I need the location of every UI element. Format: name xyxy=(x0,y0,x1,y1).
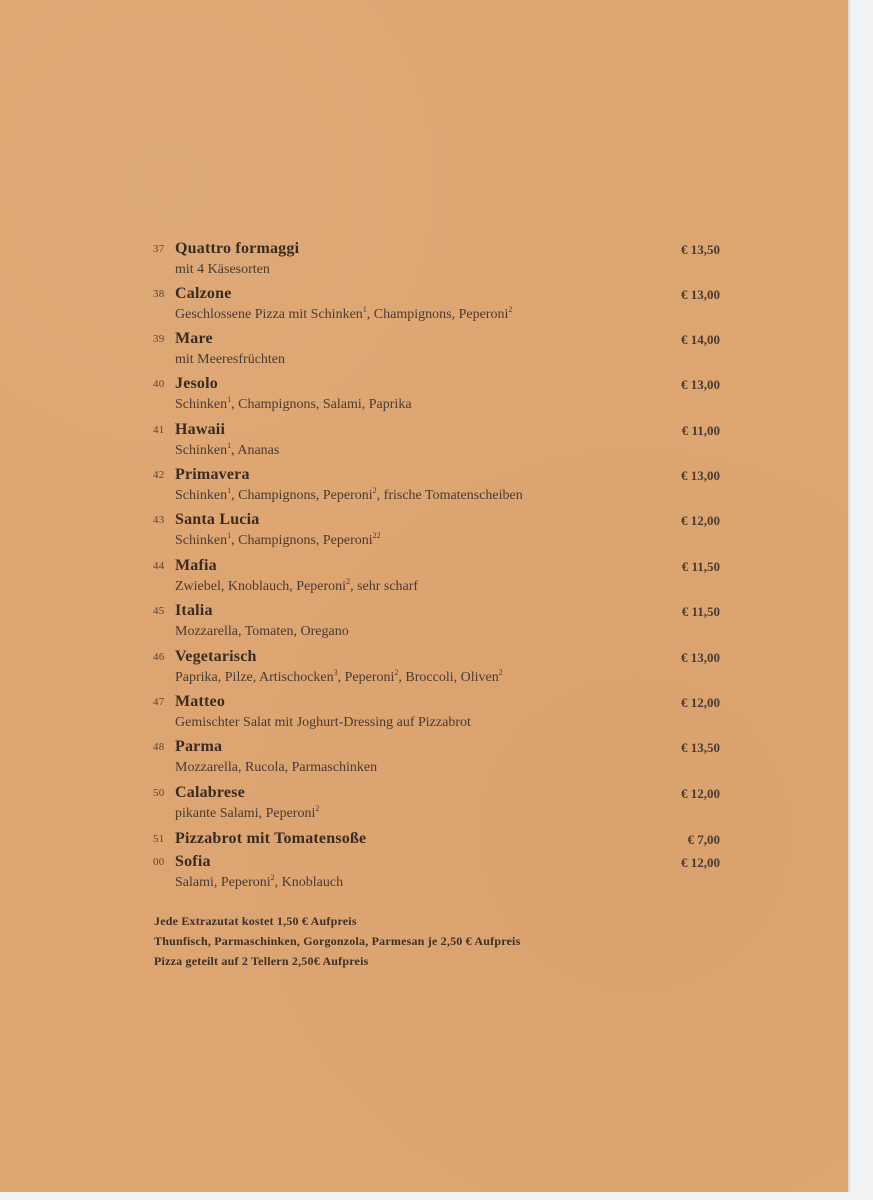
footnote-marker: 2 xyxy=(315,804,320,813)
item-price: € 13,50 xyxy=(681,740,720,755)
item-description: Schinken$^1$, Ananas xyxy=(175,441,280,458)
item-name: Hawaii xyxy=(175,421,226,438)
footnote-marker: 1 xyxy=(227,486,232,495)
item-price: € 11,50 xyxy=(681,559,720,574)
item-name: Calzone xyxy=(175,285,232,302)
item-description: Mozzarella, Rucola, Parmaschinken xyxy=(175,760,378,775)
item-description: Mozzarella, Tomaten, Oregano xyxy=(175,624,349,639)
item-description: mit 4 Käsesorten xyxy=(175,262,270,277)
item-number: 50 xyxy=(153,787,165,799)
item-description: Paprika, Pilze, Artischocken$^3$, Peperoni$^2$, Broccoli, Oliven$^2$ xyxy=(175,668,503,685)
footnote-marker: 1 xyxy=(227,441,232,450)
item-description: Schinken$^1$, Champignons, Peperoni$^2$, frische Tomatenscheiben xyxy=(175,486,523,503)
footer-extra-topping: Jede Extrazutat kostet 1,50 € Aufpreis xyxy=(154,914,357,928)
item-number: 47 xyxy=(153,696,165,708)
footnote-marker: 22 xyxy=(372,531,381,540)
footnote-marker: 1 xyxy=(227,531,232,540)
item-description: Schinken$^1$, Champignons, Salami, Paprika xyxy=(175,395,412,412)
sheet-edge xyxy=(848,0,850,1192)
item-price: € 11,00 xyxy=(681,423,720,438)
item-name: Matteo xyxy=(175,693,226,710)
item-description: Gemischter Salat mit Joghurt-Dressing auf Pizzabrot xyxy=(175,715,471,730)
item-description: Schinken$^1$, Champignons, Peperoni$^{22}$ xyxy=(175,531,381,548)
item-price: € 11,50 xyxy=(681,604,720,619)
item-price: € 14,00 xyxy=(681,332,720,347)
item-price: € 13,50 xyxy=(681,242,720,257)
item-number: 41 xyxy=(153,424,165,436)
item-name: Mafia xyxy=(175,557,217,574)
item-name: Quattro formaggi xyxy=(175,240,300,257)
item-name: Santa Lucia xyxy=(175,511,260,528)
item-number: 37 xyxy=(153,243,165,255)
item-name: Calabrese xyxy=(175,784,245,801)
item-number: 40 xyxy=(153,378,165,390)
item-price: € 13,00 xyxy=(681,287,720,302)
item-description: mit Meeresfrüchten xyxy=(175,352,286,367)
footnote-marker: 2 xyxy=(372,486,377,495)
item-number: 51 xyxy=(153,833,165,845)
footnote-marker: 2 xyxy=(346,577,351,586)
item-price: € 12,00 xyxy=(681,786,720,801)
footnote-marker: 1 xyxy=(362,305,367,314)
item-number: 44 xyxy=(153,560,165,572)
footnote-marker: 2 xyxy=(508,305,513,314)
item-price: € 12,00 xyxy=(681,855,720,870)
item-name: Pizzabrot mit Tomatensoße xyxy=(175,830,367,847)
item-price: € 13,00 xyxy=(681,650,720,665)
footnote-marker: 2 xyxy=(270,873,275,882)
footer-split-pizza: Pizza geteilt auf 2 Tellern 2,50€ Aufpreis xyxy=(154,954,369,968)
footnote-marker: 3 xyxy=(333,668,338,677)
item-name: Vegetarisch xyxy=(175,648,257,665)
item-name: Sofia xyxy=(175,853,211,870)
item-description: Salami, Peperoni$^2$, Knoblauch xyxy=(175,873,344,890)
item-name: Parma xyxy=(175,738,223,755)
item-name: Italia xyxy=(175,602,213,619)
item-number: 38 xyxy=(153,288,165,300)
item-price: € 13,00 xyxy=(681,468,720,483)
footer-premium-toppings: Thunfisch, Parmaschinken, Gorgonzola, Parmesan je 2,50 € Aufpreis xyxy=(154,934,521,948)
footnote-marker: 2 xyxy=(498,668,503,677)
item-price: € 12,00 xyxy=(681,695,720,710)
item-price: € 7,00 xyxy=(687,832,720,847)
item-number: 46 xyxy=(153,651,165,663)
item-description: pikante Salami, Peperoni$^2$ xyxy=(175,804,320,821)
item-number: 39 xyxy=(153,333,165,345)
item-name: Mare xyxy=(175,330,213,347)
item-number: 42 xyxy=(153,469,165,481)
item-description: Zwiebel, Knoblauch, Peperoni$^2$, sehr scharf xyxy=(175,577,419,594)
footnote-marker: 1 xyxy=(227,395,232,404)
item-name: Primavera xyxy=(175,466,250,483)
item-price: € 13,00 xyxy=(681,377,720,392)
item-number: 00 xyxy=(153,856,165,868)
item-price: € 12,00 xyxy=(681,513,720,528)
item-description: Geschlossene Pizza mit Schinken$^1$, Champignons, Peperoni$^2$ xyxy=(175,305,513,322)
item-number: 43 xyxy=(153,514,165,526)
footnote-marker: 2 xyxy=(394,668,399,677)
item-name: Jesolo xyxy=(175,375,218,392)
item-number: 48 xyxy=(153,741,165,753)
item-number: 45 xyxy=(153,605,165,617)
